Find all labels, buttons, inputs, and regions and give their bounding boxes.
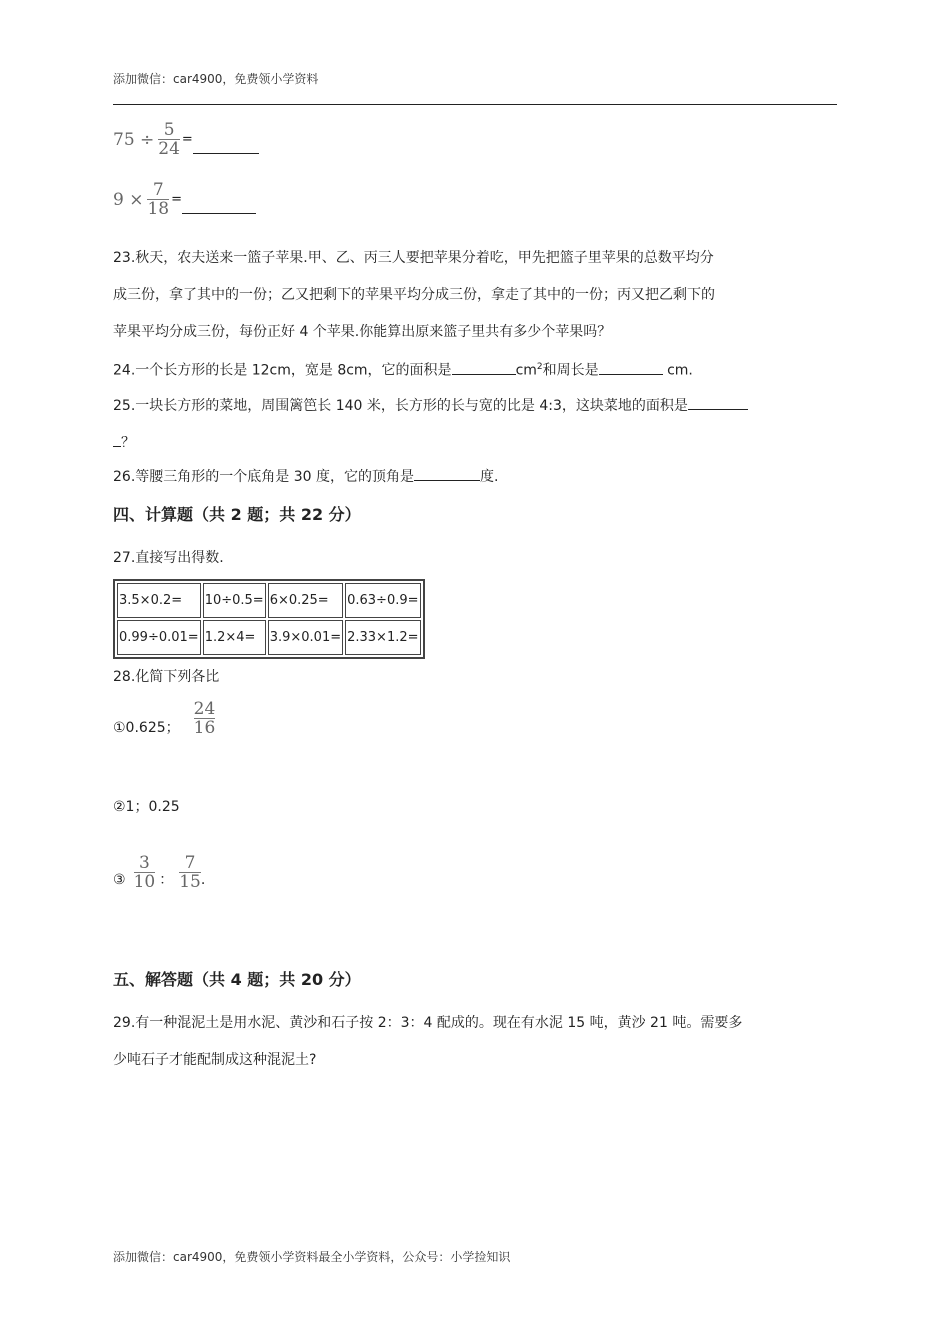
calc-line-2-answer-blank[interactable] — [182, 199, 256, 214]
q28-item-3-denominator-2: 15 — [179, 871, 201, 892]
q23-line-2: 成三份，拿了其中的一份；乙又把剩下的苹果平均分成三份，拿走了其中的一份；丙又把乙剩下的 — [113, 287, 715, 303]
calc-line-1-fraction — [158, 122, 180, 157]
q28-item-1-label: ①0.625； — [113, 720, 180, 736]
calc-line-1-lhs: 75 ÷ — [113, 129, 155, 150]
q27-table — [113, 579, 425, 659]
page-header: 添加微信：car4900，免费领小学资料 — [113, 72, 319, 86]
calc-line-2-equals: = — [171, 192, 183, 207]
q26 — [113, 466, 498, 487]
table-cell: 6×0.25= — [268, 583, 343, 618]
q23-line-3: 苹果平均分成三份，每份正好 4 个苹果.你能算出原来篮子里共有多少个苹果吗？ — [113, 324, 612, 340]
table-row — [117, 620, 421, 655]
q25-line-2 — [113, 432, 135, 453]
q28-item-3-label: ③ — [113, 872, 126, 888]
q25-line-1 — [113, 395, 748, 416]
q27-title: 27.直接写出得数. — [113, 550, 224, 566]
q28-item-3-fraction-1 — [133, 852, 156, 892]
table-cell: 10÷0.5= — [203, 583, 266, 618]
q28-item-3 — [113, 854, 205, 890]
q28-item-3-denominator-1: 10 — [133, 871, 156, 892]
q28-item-3-numerator-2: 7 — [184, 852, 196, 873]
q24-text-1: 24.一个长方形的长是 12cm，宽是 8cm，它的面积是 — [113, 362, 452, 379]
q28-item-3-separator: ： — [159, 872, 174, 888]
q24-text-3: cm. — [662, 362, 693, 379]
q24 — [113, 357, 693, 381]
q26-text-2: 度. — [479, 469, 499, 485]
calc-line-2 — [113, 182, 256, 217]
q28-title: 28.化简下列各比 — [113, 669, 220, 685]
table-cell: 1.2×4= — [203, 620, 266, 655]
q26-answer-blank[interactable] — [414, 466, 480, 481]
calc-line-1-equals: = — [181, 132, 193, 147]
calc-line-2-fraction — [147, 182, 169, 217]
q24-area-blank[interactable] — [452, 360, 516, 375]
page-footer: 添加微信：car4900，免费领小学资料最全小学资料，公众号：小学捡知识 — [113, 1250, 511, 1264]
q25-answer-blank[interactable] — [688, 395, 748, 410]
section-4-title: 四、计算题（共 2 题；共 22 分） — [113, 505, 361, 524]
table-cell: 0.63÷0.9= — [345, 583, 420, 618]
calc-line-2-denominator: 18 — [147, 199, 170, 219]
q24-unit-exponent: 2 — [536, 362, 543, 372]
q25-answer-blank-cont[interactable] — [113, 432, 121, 447]
calc-line-1-numerator: 5 — [163, 120, 175, 140]
table-row — [117, 583, 421, 618]
q28-item-2: ②1；0.25 — [113, 799, 180, 815]
q28-item-1-denominator: 16 — [193, 717, 216, 738]
calc-line-1-answer-blank[interactable] — [193, 139, 259, 154]
header-divider — [113, 104, 837, 105]
table-cell: 0.99÷0.01= — [117, 620, 201, 655]
q26-text-1: 26.等腰三角形的一个底角是 30 度，它的顶角是 — [113, 469, 414, 485]
q29-line-2: 少吨石子才能配制成这种混泥土? — [113, 1052, 317, 1068]
q28-item-1 — [113, 698, 215, 738]
q23-line-1: 23.秋天，农夫送来一篮子苹果.甲、乙、丙三人要把苹果分着吃，甲先把篮子里苹果的总数平均分 — [113, 250, 714, 266]
calc-line-2-lhs: 9 × — [113, 189, 144, 210]
q28-item-1-fraction — [193, 698, 216, 738]
q25-question-mark: ？ — [121, 435, 135, 451]
calc-line-2-numerator: 7 — [152, 180, 164, 200]
table-cell: 2.33×1.2= — [345, 620, 420, 655]
calc-line-1 — [113, 122, 259, 157]
q24-unit: cm — [515, 362, 537, 379]
q28-item-1-numerator: 24 — [193, 698, 216, 719]
q29-line-1: 29.有一种混泥土是用水泥、黄沙和石子按 2：3：4 配成的。现在有水泥 15 吨，黄沙 21 吨。需要多 — [113, 1015, 743, 1031]
q28-item-3-fraction-2 — [179, 852, 201, 892]
calc-line-1-denominator: 24 — [158, 139, 180, 159]
table-cell: 3.9×0.01= — [268, 620, 343, 655]
section-5-title: 五、解答题（共 4 题；共 20 分） — [113, 970, 361, 989]
q24-text-2: 和周长是 — [542, 362, 599, 379]
q24-perimeter-blank[interactable] — [599, 360, 663, 375]
q28-item-3-end: . — [200, 872, 206, 888]
q25-text: 25.一块长方形的菜地，周围篱笆长 140 米，长方形的长与宽的比是 4:3，这块菜地的面积是 — [113, 398, 688, 414]
q28-item-3-numerator-1: 3 — [138, 852, 150, 873]
table-cell: 3.5×0.2= — [117, 583, 201, 618]
